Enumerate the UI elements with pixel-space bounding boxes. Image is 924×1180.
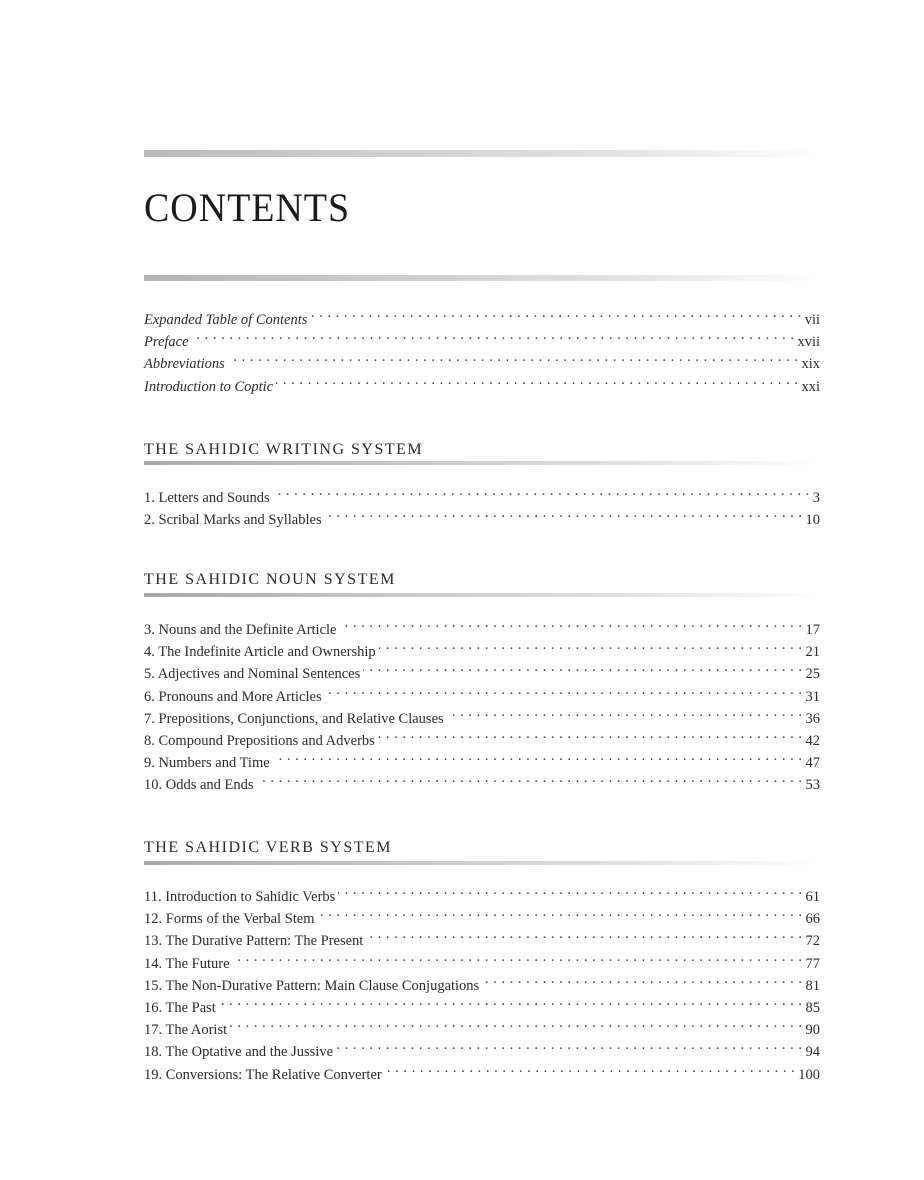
dot-leader <box>257 767 803 789</box>
toc-entry-label: Preface <box>144 334 189 351</box>
toc-chapter-1[interactable] <box>144 480 820 506</box>
section-heading-noun-system: THE SAHIDIC NOUN SYSTEM <box>144 571 396 588</box>
toc-chapter-14[interactable] <box>144 946 820 972</box>
toc-entry-label: Introduction to Coptic <box>144 378 274 395</box>
toc-entry-page: 17 <box>805 622 820 638</box>
toc-entry-page: 94 <box>805 1044 820 1061</box>
dot-leader <box>310 302 801 324</box>
toc-entry-page: 85 <box>805 999 820 1016</box>
dot-leader <box>273 480 810 502</box>
section-heading-verb-system: THE SAHIDIC VERB SYSTEM <box>144 839 392 856</box>
toc-entry-page: 21 <box>805 644 820 661</box>
dot-leader <box>219 990 803 1012</box>
section-rule <box>144 861 820 865</box>
toc-entry-page: 42 <box>805 732 820 749</box>
toc-chapter-18[interactable] <box>144 1034 820 1061</box>
toc-entry-page: 3 <box>812 490 820 506</box>
toc-chapter-16[interactable] <box>144 990 820 1016</box>
dot-leader <box>228 346 799 368</box>
toc-entry-label: 9. Numbers and Time <box>144 755 270 772</box>
toc-chapter-15[interactable] <box>144 968 820 994</box>
section-rule <box>144 461 820 465</box>
toc-entry-label: 17. The Aorist <box>144 1022 228 1039</box>
dot-leader <box>338 879 802 901</box>
dot-leader <box>363 656 802 678</box>
dot-leader <box>336 1034 802 1056</box>
toc-entry-label: 12. Forms of the Verbal Stem <box>144 911 315 928</box>
toc-entry-page: 77 <box>805 955 820 972</box>
toc-entry-page: 72 <box>805 933 820 950</box>
toc-entry-page: 47 <box>805 755 820 772</box>
toc-entry-label: 2. Scribal Marks and Syllables <box>144 512 322 529</box>
toc-entry-page: 53 <box>805 777 820 794</box>
toc-entry-label: 16. The Past <box>144 999 216 1016</box>
title-decorative-rule <box>144 275 820 281</box>
toc-entry-page: 66 <box>805 911 820 928</box>
toc-entry-label: 14. The Future <box>144 955 230 972</box>
toc-entry-label: Abbreviations <box>144 356 225 373</box>
dot-leader <box>447 701 803 723</box>
toc-entry-page: xxi <box>801 378 820 395</box>
toc-entry-label: 19. Conversions: The Relative Converter <box>144 1066 382 1083</box>
toc-entry-page: 10 <box>805 512 820 529</box>
section-heading-writing-system: THE SAHIDIC WRITING SYSTEM <box>144 441 424 458</box>
dot-leader <box>325 679 803 701</box>
toc-entry-page: 100 <box>798 1066 820 1083</box>
toc-entry-label: 18. The Optative and the Jussive <box>144 1044 334 1061</box>
toc-entry-preface[interactable] <box>144 324 820 351</box>
toc-entry-page: 31 <box>805 688 820 705</box>
dot-leader <box>325 502 803 524</box>
toc-chapter-17[interactable] <box>144 1012 820 1039</box>
dot-leader <box>276 369 798 391</box>
toc-entry-page: xix <box>801 356 820 373</box>
toc-entry-page: 61 <box>805 889 820 905</box>
toc-entry-label: 7. Prepositions, Conjunctions, and Relative Clauses <box>144 710 444 727</box>
front-matter-list <box>144 302 820 395</box>
toc-entry-label: 8. Compound Prepositions and Adverbs <box>144 732 375 749</box>
dot-leader <box>230 1012 802 1034</box>
top-decorative-rule <box>144 150 820 157</box>
toc-entry-expanded-contents[interactable] <box>144 302 820 328</box>
toc-entry-page: 81 <box>805 977 820 994</box>
section-rule <box>144 593 820 597</box>
dot-leader <box>482 968 802 990</box>
toc-entry-label: 11. Introduction to Sahidic Verbs <box>144 889 336 905</box>
toc-entry-label: Expanded Table of Contents <box>144 312 308 328</box>
section-list-noun-system <box>144 612 820 794</box>
page-title: CONTENTS <box>144 185 351 230</box>
toc-entry-page: 90 <box>805 1022 820 1039</box>
toc-entry-page: xvii <box>797 334 820 351</box>
toc-entry-label: 3. Nouns and the Definite Article <box>144 622 337 638</box>
toc-entry-page: 25 <box>805 666 820 683</box>
toc-entry-page: vii <box>804 312 820 328</box>
toc-entry-page: 36 <box>805 710 820 727</box>
toc-chapter-3[interactable] <box>144 612 820 638</box>
dot-leader <box>339 612 802 634</box>
toc-entry-introduction[interactable] <box>144 369 820 395</box>
dot-leader <box>192 324 795 346</box>
dot-leader <box>379 634 803 656</box>
toc-chapter-11[interactable] <box>144 879 820 905</box>
dot-leader <box>233 946 803 968</box>
toc-entry-label: 15. The Non-Durative Pattern: Main Clause Conjugations <box>144 977 480 994</box>
toc-entry-abbreviations[interactable] <box>144 346 820 373</box>
dot-leader <box>378 723 803 745</box>
dot-leader <box>366 923 802 945</box>
toc-entry-label: 4. The Indefinite Article and Ownership <box>144 644 376 661</box>
section-list-writing-system <box>144 480 820 529</box>
dot-leader <box>273 745 803 767</box>
dot-leader <box>318 901 803 923</box>
dot-leader <box>385 1057 796 1079</box>
toc-entry-label: 10. Odds and Ends <box>144 777 254 794</box>
toc-entry-label: 5. Adjectives and Nominal Sentences <box>144 666 361 683</box>
toc-entry-label: 13. The Durative Pattern: The Present <box>144 933 364 950</box>
toc-entry-label: 1. Letters and Sounds <box>144 490 270 506</box>
section-list-verb-system <box>144 879 820 1083</box>
toc-entry-label: 6. Pronouns and More Articles <box>144 688 322 705</box>
